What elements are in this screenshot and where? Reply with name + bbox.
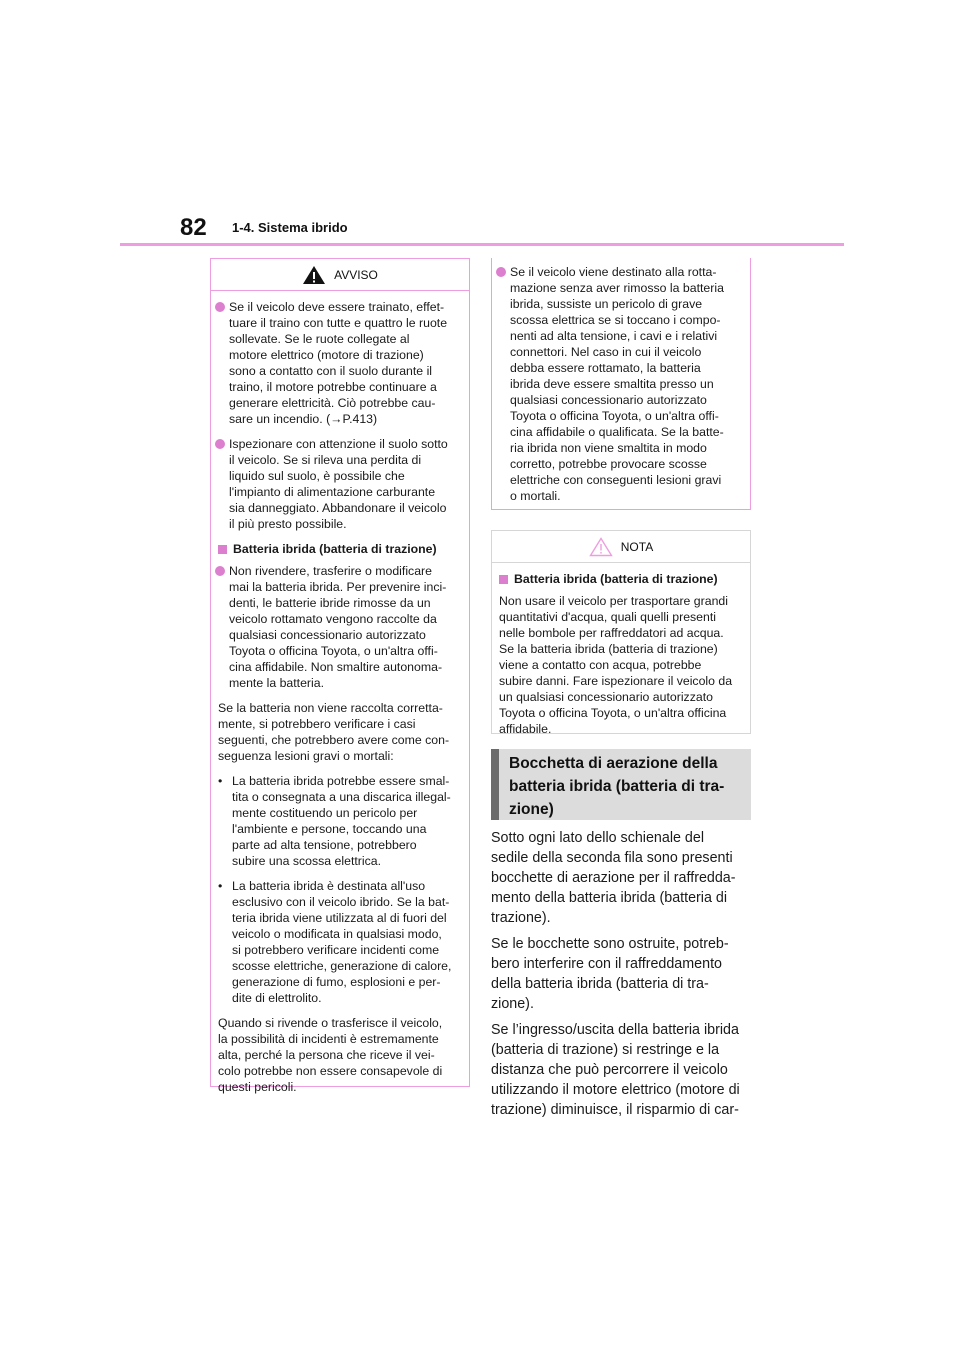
text-line: elettriche con conseguenti lesioni gravi (510, 473, 722, 487)
text-line: colo potrebbe non essere consapevole di (218, 1064, 443, 1078)
text-line: la possibilità di incidenti è estremamente (218, 1032, 439, 1046)
text-line: zione). (491, 996, 534, 1012)
list-item (215, 878, 459, 1006)
list-item (215, 563, 459, 691)
text-line: il veicolo. Se si rileva una perdita di (229, 453, 422, 467)
text-line: mento della batteria ibrida (batteria di (491, 890, 728, 906)
bullet-dot-icon (496, 267, 506, 277)
text-line: Se la batteria non viene raccolta corretta- (218, 701, 443, 715)
text-line: veicolo rottamato vengono raccolte da (229, 612, 437, 626)
text-line: veicolo o modificata in qualsiasi modo, (232, 927, 442, 941)
page-number: 82 (180, 214, 207, 241)
text-line: zione) (509, 801, 554, 818)
text-line: traino, il motore potrebbe continuare a (229, 380, 437, 394)
text-line: La batteria ibrida potrebbe essere smal- (232, 774, 450, 788)
text-line: ria ibrida non viene smaltita in modo (510, 441, 707, 455)
text-line: sollevate. Se le ruote collegate al (229, 332, 410, 346)
section-heading (491, 749, 751, 820)
text-line: parte ad alta tensione, potrebbero (232, 838, 417, 852)
text-line: generazione di fumo, esplosioni e per- (232, 975, 441, 989)
warning-box-header (211, 259, 469, 291)
text-line: bero interferire con il raffreddamento (491, 956, 722, 972)
text-line: Sotto ogni lato dello schienale del (491, 830, 705, 846)
text-line: Toyota o officina Toyota, o un'altra offi- (510, 409, 719, 423)
text-line: Se il veicolo viene destinato alla rotta- (510, 265, 717, 279)
list-item (215, 436, 459, 532)
paragraph (491, 828, 753, 928)
text-line: Se le bocchette sono ostruite, potreb- (491, 936, 729, 952)
bullet-dot-icon (215, 439, 225, 449)
text-line: qualsiasi concessionario autorizzato (510, 393, 707, 407)
square-bullet-icon (499, 575, 508, 584)
text-line: seguenti, che potrebbero avere come con- (218, 733, 450, 747)
text-line: ibrida deve essere smaltita presso un (510, 377, 714, 391)
text-line: trazione). (491, 910, 551, 926)
text-line: tita o consegnata a una discarica illegal- (232, 790, 451, 804)
paragraph (496, 593, 740, 737)
dash-bullet-icon: • (218, 879, 223, 893)
text-line: connettori. Nel caso in cui il veicolo (510, 345, 702, 359)
text-line: Se l’ingresso/uscita della batteria ibrida (491, 1022, 739, 1038)
text-line: trazione) diminuisce, il risparmio di car- (491, 1102, 739, 1118)
square-bullet-icon (218, 545, 227, 554)
text-line: alta, perché la persona che riceve il vei- (218, 1048, 435, 1062)
text-line: mente la batteria. (229, 676, 325, 690)
text-line: motore elettrico (motore di trazione) (229, 348, 424, 362)
text-line: Se il veicolo deve essere trainato, effet- (229, 300, 445, 314)
text-line: subire danni. Fare ispezionare il veicolo da (499, 674, 733, 688)
text-line: ibrida, sussiste un pericolo di grave (510, 297, 703, 311)
text-line: scosse elettriche, generazione di calore, (232, 959, 452, 973)
text-line: Toyota o officina Toyota, o un'altra offi- (229, 644, 438, 658)
text-line: seguenza lesioni gravi o mortali: (218, 749, 394, 763)
caution-triangle-icon (589, 537, 613, 557)
text-line: della batteria ibrida (batteria di tra- (491, 976, 709, 992)
text-line: debba essere rottamato, la batteria (510, 361, 701, 375)
text-line: liquido sul suolo, è possibile che (229, 469, 405, 483)
text-line: (batteria di trazione) si restringe e la (491, 1042, 720, 1058)
list-item (496, 264, 740, 504)
text-line: Non usare il veicolo per trasportare grandi (499, 594, 728, 608)
paragraph (491, 1020, 753, 1120)
text-line: il più presto possibile. (229, 517, 347, 531)
text-line: un qualsiasi concessionario autorizzato (499, 690, 713, 704)
text-line: utilizzando il motore elettrico (motore di (491, 1082, 740, 1098)
text-line: La batteria ibrida è destinata all'uso (232, 879, 426, 893)
text-line: cina affidabile o qualificata. Se la batte- (510, 425, 724, 439)
text-line: sedile della seconda fila sono presenti (491, 850, 733, 866)
text-line: bocchette di aerazione per il raffredda- (491, 870, 736, 886)
body-text (491, 828, 753, 1126)
paragraph (491, 934, 753, 1014)
text-line: distanza che può percorrere il veicolo (491, 1062, 728, 1078)
text-line: Bocchetta di aerazione della (509, 755, 718, 772)
note-box-header (492, 531, 750, 563)
text-line: dite di elettrolito. (232, 991, 322, 1005)
text-line: generare elettricità. Ciò potrebbe cau- (229, 396, 436, 410)
bullet-dot-icon (215, 566, 225, 576)
text-line: mai la batteria ibrida. Per prevenire inci- (229, 580, 447, 594)
subheading: Batteria ibrida (batteria di trazione) (215, 541, 459, 557)
text-line: Toyota o officina Toyota, o un'altra officina (499, 706, 727, 720)
text-line: affidabile. (499, 722, 552, 736)
paragraph (215, 700, 459, 764)
paragraph (215, 1015, 459, 1095)
text-line: quantitativi d'acqua, quali quelli presenti (499, 610, 717, 624)
subheading: Batteria ibrida (batteria di trazione) (496, 571, 740, 587)
section-label: 1-4. Sistema ibrido (232, 220, 348, 235)
text-line: sia danneggiato. Abbandonare il veicolo (229, 501, 447, 515)
list-item (215, 299, 459, 427)
text-line: l'ambiente e persone, toccando una (232, 822, 427, 836)
text-line: qualsiasi concessionario autorizzato (229, 628, 426, 642)
warning-triangle-icon (302, 265, 326, 285)
list-item (215, 773, 459, 869)
text-line: denti, le batterie ibride rimosse da un (229, 596, 431, 610)
text-line: Ispezionare con attenzione il suolo sotto (229, 437, 448, 451)
text-line: mazione senza aver rimosso la batteria (510, 281, 724, 295)
text-line: tuare il traino con tutte e quattro le ruote (229, 316, 448, 330)
header-rule (120, 243, 844, 246)
text-line: teria ibrida viene utilizzata al di fuori del (232, 911, 447, 925)
text-line: o mortali. (510, 489, 561, 503)
text-line: sono a contatto con il suolo durante il (229, 364, 433, 378)
text-line: batteria ibrida (batteria di tra- (509, 778, 725, 795)
warning-box (210, 258, 470, 1094)
dash-bullet-icon: • (218, 774, 223, 788)
text-line: cina affidabile. Non smaltire autonoma- (229, 660, 443, 674)
text-line: subire una scossa elettrica. (232, 854, 382, 868)
note-title: NOTA (620, 539, 654, 554)
warning-continued-box (491, 258, 751, 510)
text-line: si potrebbero verificare incidenti come (232, 943, 440, 957)
text-line: corretto, potrebbe provocare scosse (510, 457, 707, 471)
text-line: sare un incendio. (→P.413) (229, 412, 378, 426)
text-line: Non rivendere, trasferire o modificare (229, 564, 432, 578)
text-line: Se la batteria ibrida (batteria di trazione) (499, 642, 718, 656)
text-line: nenti ad alta tensione, i cavi e i relativi (510, 329, 718, 343)
bullet-dot-icon (215, 302, 225, 312)
text-line: mente costituendo un pericolo per (232, 806, 418, 820)
warning-title: AVVISO (334, 267, 378, 282)
text-line: scossa elettrica se si toccano i compo- (510, 313, 721, 327)
text-line: mente, si potrebbero verificare i casi (218, 717, 416, 731)
text-line: viene a contatto con acqua, potrebbe (499, 658, 702, 672)
text-line: questi pericoli. (218, 1080, 297, 1094)
text-line: l'impianto di alimentazione carburante (229, 485, 436, 499)
text-line: Quando si rivende o trasferisce il veicolo, (218, 1016, 443, 1030)
text-line: esclusivo con il veicolo ibrido. Se la bat- (232, 895, 450, 909)
note-box (491, 530, 751, 734)
text-line: nelle bombole per raffreddatori ad acqua. (499, 626, 724, 640)
